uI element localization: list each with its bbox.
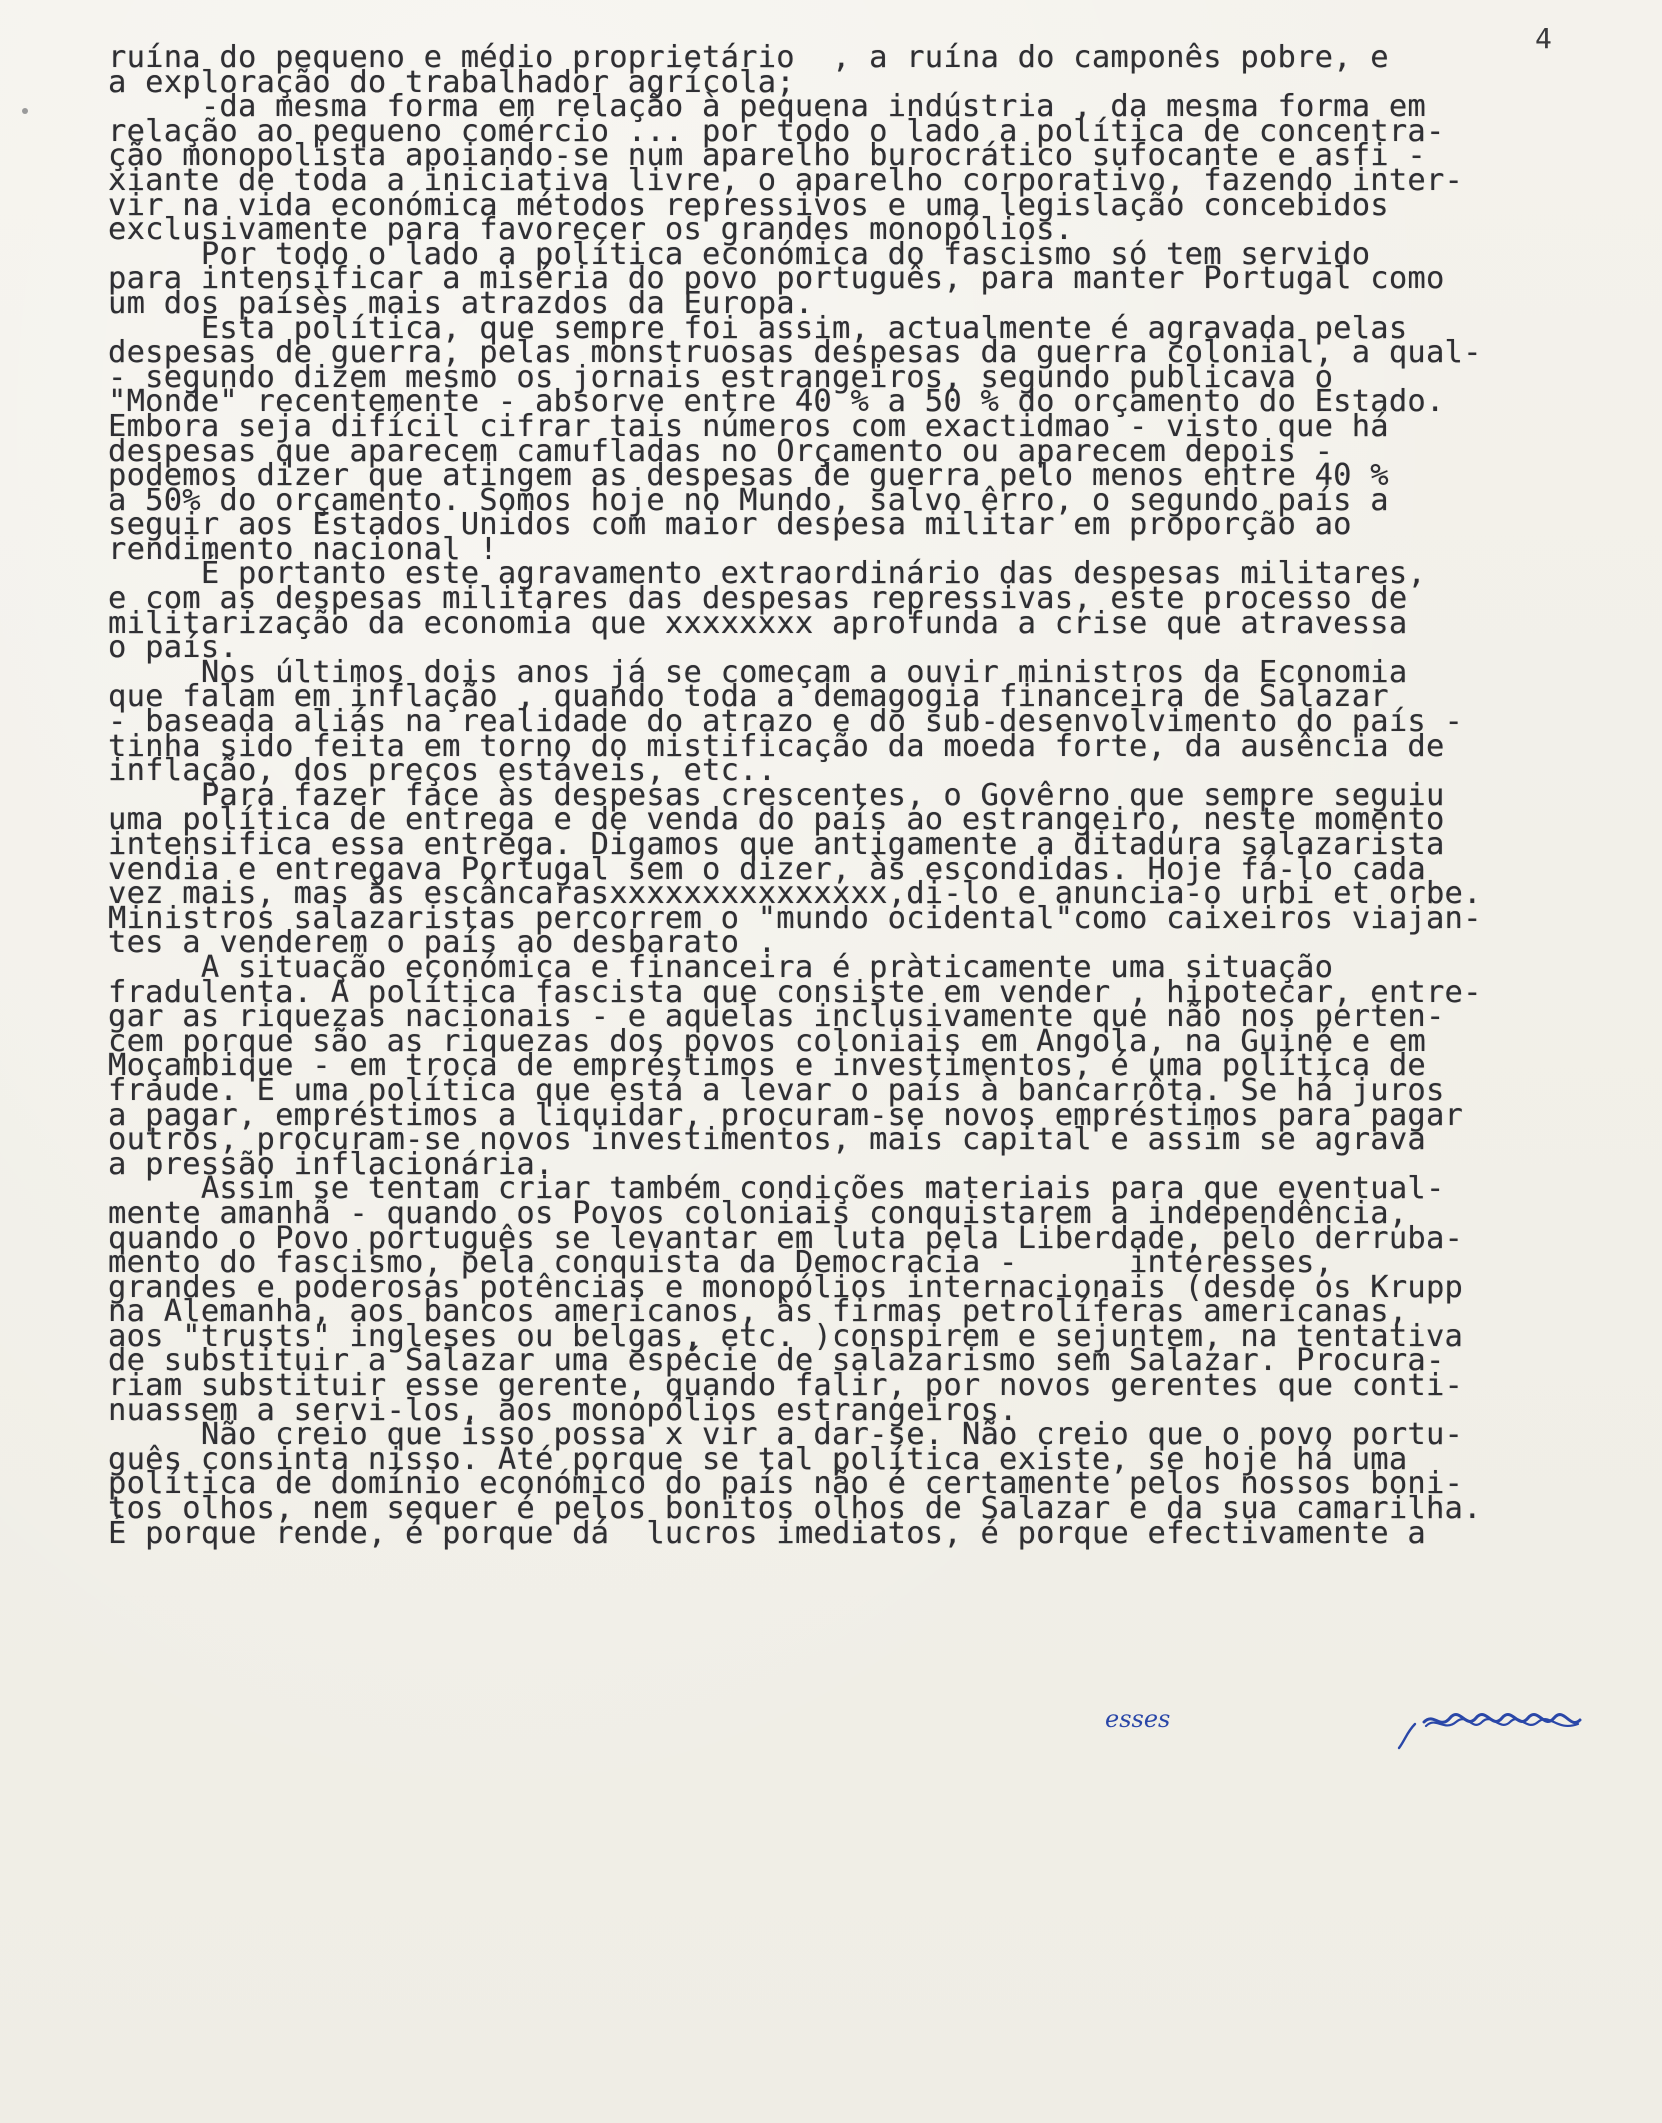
text-line: fraude. É uma política que está a levar o país à bancarrôta. Se há juros: [108, 1072, 1445, 1108]
text-line: tos olhos, nem sequer é pelos bonitos olhos de Salazar e da sua camarilha.: [108, 1491, 1482, 1527]
text-line: ção monopolista apoiando-se num aparelho burocrático sufocante e asfi -: [108, 138, 1426, 174]
text-line: podemos dizer que atingem as despesas de guerra pelo menos entre 40 %: [108, 458, 1389, 494]
text-line: Por todo o lado a política económica do fascismo só tem servido: [108, 236, 1371, 272]
page-number: 4: [1535, 22, 1552, 55]
text-line: "Monde" recentemente - absorve entre 40 % a 50 % do orçamento do Estado.: [108, 384, 1445, 420]
text-line: de substituir a Salazar uma espécie de salazarismo sem Salazar. Procura-: [108, 1343, 1445, 1379]
text-line: grandes e poderosas potências e monopólios internacionais (desde os Krupp: [108, 1269, 1464, 1305]
handwritten-correction: esses: [1105, 1705, 1171, 1733]
text-line: aos "trusts" ingleses ou belgas, etc. )conspirem e sejuntem, na tentativa: [108, 1318, 1464, 1354]
text-line: guês consinta nisso. Até porque se tal política existe, se hoje há uma: [108, 1441, 1408, 1477]
text-line: despesas de guerra, pelas monstruosas despesas da guerra colonial, a qual-: [108, 335, 1482, 371]
text-line: um dos paísès mais atrazdos da Europa.: [108, 285, 814, 321]
ink-strikethrough-scribble-icon: [1420, 1708, 1585, 1734]
text-line: - segundo dizem mesmo os jornais estrangeiros, segundo publicava o: [108, 359, 1334, 395]
text-line: a 50% do orçamento. Somos hoje no Mundo, salvo êrro, o segundo país a: [108, 482, 1389, 518]
text-line: a exploração do trabalhador agrícola;: [108, 64, 795, 100]
text-line: seguir aos Estados Unidos com maior despesa militar em proporção ao: [108, 507, 1352, 543]
typed-text-body: [108, 40, 1608, 1551]
text-line: despesas que aparecem camufladas no Orçamento ou aparecem depois -: [108, 433, 1334, 469]
text-line: fradulenta. A política fascista que consiste em vender , hipotecar, entre-: [108, 974, 1482, 1010]
text-line: Esta política, que sempre foi assim, actualmente é agravada pelas: [108, 310, 1408, 346]
text-line: cem porque são as riquezas dos povos coloniais em Angola, na Guiné e em: [108, 1023, 1426, 1059]
text-line: uma política de entrega e de venda do país ao estrangeiro, neste momento: [108, 802, 1445, 838]
text-line: rendimento nacional !: [108, 531, 498, 567]
text-line: tes a venderem o país ao desbarato .: [108, 925, 777, 961]
text-line: que falam em inflação , quando toda a demagogia financeira de Salazar: [108, 679, 1389, 715]
text-line: inflação, dos preços estáveis, etc..: [108, 753, 777, 789]
text-line: É portanto este agravamento extraordinário das despesas militares,: [108, 556, 1426, 592]
text-line: na Alemanha, aos bancos americanos, às firmas petrolíferas americanas,: [108, 1294, 1408, 1330]
text-line: Ministros salazaristas percorrem o "mundo ocidental"como caixeiros viajan-: [108, 900, 1482, 936]
text-line: Não creio que isso possa x vir a dar-se. Não creio que o povo portu-: [108, 1417, 1464, 1453]
text-line: mente amanhã - quando os Povos coloniais conquistarem a independência,: [108, 1195, 1408, 1231]
text-line: -da mesma forma em relação à pequena indústria , da mesma forma em: [108, 89, 1426, 125]
text-line: para intensificar a miséria do povo português, para manter Portugal como: [108, 261, 1445, 297]
text-line: ruína do pequeno e médio proprietário , a ruína do camponês pobre, e: [108, 40, 1389, 75]
text-line: tinha sido feita em torno do mistificação da moeda forte, da ausência de: [108, 728, 1445, 764]
ink-insertion-mark-icon: [1395, 1722, 1421, 1750]
text-line: Nos últimos dois anos já se começam a ouvir ministros da Economia: [108, 654, 1408, 690]
text-line: o país.: [108, 630, 238, 666]
text-line: Assim se tentam criar também condições materiais para que eventual-: [108, 1171, 1445, 1207]
text-line: - baseada aliás na realidade do atrazo e do sub-desenvolvimento do país -: [108, 704, 1464, 740]
text-line: vez mais, mas às escâncarasxxxxxxxxxxxxxxx,di-lo e anuncia-o urbi et orbe.: [108, 876, 1482, 912]
text-line: vendia e entregava Portugal sem o dizer, às escondidas. Hoje fá-lo cada: [108, 851, 1426, 887]
text-line: É porque rende, é porque dá lucros imediatos, é porque efectivamente a: [108, 1515, 1426, 1551]
text-line: riam substituir esse gerente, quando falir, por novos gerentes que conti-: [108, 1368, 1464, 1404]
text-line: a pagar, empréstimos a liquidar, procuram-se novos empréstimos para pagar: [108, 1097, 1464, 1133]
text-line: xiante de toda a iniciativa livre, o aparelho corporativo, fazendo inter-: [108, 162, 1464, 198]
text-line: relação ao pequeno comércio ... por todo o lado a política de concentra-: [108, 113, 1445, 149]
text-line: política de domínio económico do país não é certamente pelos nossos boni-: [108, 1466, 1464, 1502]
text-line: vir na vida económica métodos repressivos e uma legislação concebidos: [108, 187, 1389, 223]
text-line: A situação económica e financeira é pràticamente uma situação: [108, 949, 1334, 985]
text-line: gar as riquezas nacionais - e aquelas inclusivamente que não nos perten-: [108, 999, 1445, 1035]
text-line: Embora seja difícil cifrar tais números com exactidmao - visto que há: [108, 408, 1389, 444]
text-line: quando o Povo português se levantar em luta pela Liberdade, pelo derruba-: [108, 1220, 1464, 1256]
text-line: Para fazer face às despesas crescentes, o Govêrno que sempre seguiu: [108, 777, 1445, 813]
text-line: exclusivamente para favorecer os grandes monopólios.: [108, 212, 1074, 248]
text-line: e com as despesas militares das despesas repressivas, este processo de: [108, 581, 1408, 617]
margin-mark: [22, 108, 28, 114]
text-line: intensifica essa entrega. Digamos que antigamente a ditadura salazarista: [108, 827, 1445, 862]
text-line: a pressão inflacionária.: [108, 1146, 554, 1182]
text-line: outros, procuram-se novos investimentos, mais capital e assim se agrava: [108, 1122, 1426, 1158]
text-line: militarização da economia que xxxxxxxx aprofunda a crise que atravessa: [108, 605, 1408, 641]
text-line: Moçambique - em troca de empréstimos e investimentos, é uma política de: [108, 1048, 1426, 1084]
text-line: nuassem a servi-los, aos monopólios estrangeiros.: [108, 1392, 1018, 1428]
text-line: mento do fascismo, pela conquista da Democracia - interesses,: [108, 1245, 1334, 1281]
